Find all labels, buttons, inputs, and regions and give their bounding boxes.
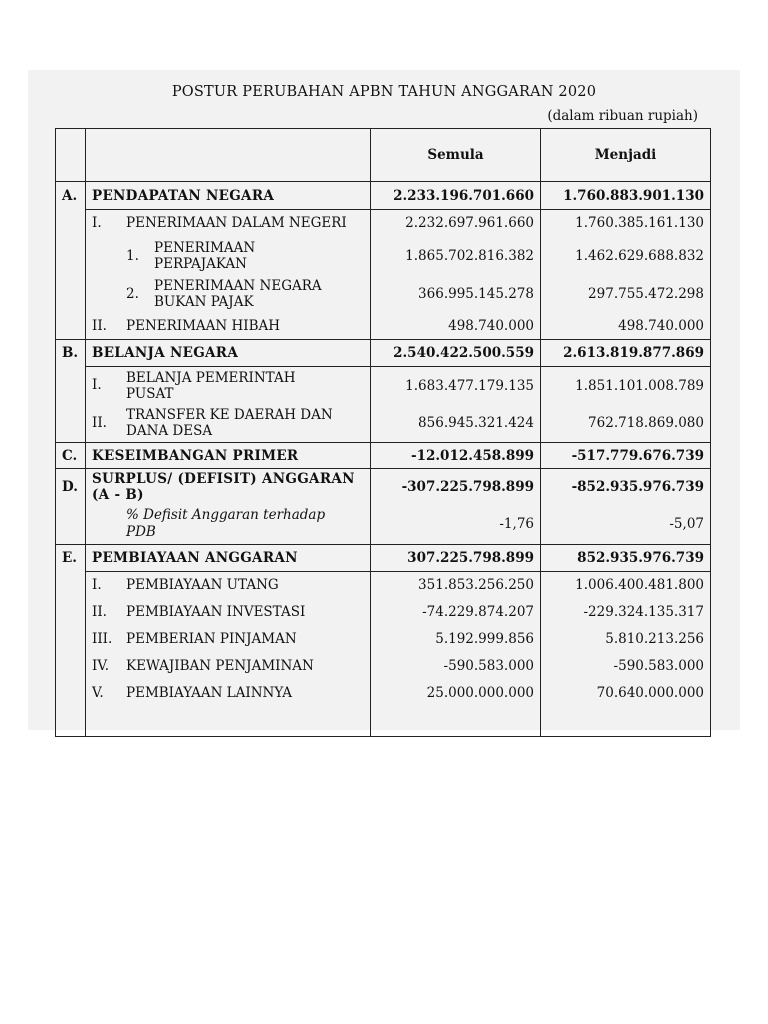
roman-numeral: IV. bbox=[92, 658, 110, 674]
label-text: PENERIMAAN HIBAH bbox=[126, 317, 281, 334]
row-label bbox=[86, 505, 371, 545]
row-letter-empty bbox=[56, 572, 86, 599]
apbn-table bbox=[55, 128, 711, 737]
menjadi-value: 297.755.472.298 bbox=[541, 275, 711, 313]
menjadi-value: 1.760.385.161.130 bbox=[541, 210, 711, 237]
menjadi-value: 1.006.400.481.800 bbox=[541, 572, 711, 599]
semula-value: 25.000.000.000 bbox=[371, 680, 541, 707]
row-label bbox=[86, 599, 371, 626]
label-line-1: % Defisit Anggaran terhadap bbox=[126, 507, 326, 524]
label-line-2: PERPAJAKAN bbox=[154, 255, 247, 272]
row-label bbox=[86, 275, 371, 313]
row-label bbox=[86, 237, 371, 275]
table-row bbox=[56, 367, 711, 405]
semula-value: -590.583.000 bbox=[371, 653, 541, 680]
menjadi-value: 852.935.976.739 bbox=[541, 545, 711, 572]
document-title: POSTUR PERUBAHAN APBN TAHUN ANGGARAN 2020 bbox=[171, 84, 597, 100]
row-label: KESEIMBANGAN PRIMER bbox=[86, 443, 371, 469]
semula-value: 856.945.321.424 bbox=[371, 405, 541, 443]
table-row bbox=[56, 505, 711, 545]
semula-value: 2.540.422.500.559 bbox=[371, 340, 541, 367]
label-line-2: BUKAN PAJAK bbox=[154, 293, 254, 310]
menjadi-value: 498.740.000 bbox=[541, 313, 711, 340]
row-label bbox=[86, 680, 371, 707]
row-letter: B. bbox=[56, 340, 86, 367]
header-semula: Semula bbox=[371, 129, 541, 182]
menjadi-value: -590.583.000 bbox=[541, 653, 711, 680]
semula-value: -1,76 bbox=[371, 505, 541, 545]
semula-value: -74.229.874.207 bbox=[371, 599, 541, 626]
table-row bbox=[56, 313, 711, 340]
semula-value: 2.233.196.701.660 bbox=[371, 182, 541, 210]
row-letter: D. bbox=[56, 469, 86, 505]
menjadi-value: 5.810.213.256 bbox=[541, 626, 711, 653]
menjadi-value: 70.640.000.000 bbox=[541, 680, 711, 707]
row-letter-empty bbox=[56, 626, 86, 653]
label-text: PEMBIAYAAN UTANG bbox=[126, 577, 279, 594]
header-desc bbox=[86, 129, 371, 182]
table-row bbox=[56, 237, 711, 275]
semula-value: 366.995.145.278 bbox=[371, 275, 541, 313]
label-line-1: SURPLUS/ (DEFISIT) ANGGARAN bbox=[92, 470, 355, 487]
row-letter-empty bbox=[56, 237, 86, 275]
semula-value: 2.232.697.961.660 bbox=[371, 210, 541, 237]
roman-numeral: I. bbox=[92, 577, 102, 594]
label-line-1: PENERIMAAN bbox=[154, 239, 256, 256]
row-letter-empty bbox=[56, 599, 86, 626]
roman-numeral: II. bbox=[92, 604, 107, 620]
table-row-spacer bbox=[56, 707, 711, 737]
label-line-2: PUSAT bbox=[126, 385, 174, 402]
menjadi-value: -517.779.676.739 bbox=[541, 443, 711, 469]
menjadi-value: 2.613.819.877.869 bbox=[541, 340, 711, 367]
unit-note: (dalam ribuan rupiah) bbox=[547, 108, 698, 124]
semula-value: 498.740.000 bbox=[371, 313, 541, 340]
table-row bbox=[56, 626, 711, 653]
table-row bbox=[56, 653, 711, 680]
row-letter: A. bbox=[56, 182, 86, 210]
label-line-1: BELANJA PEMERINTAH bbox=[126, 369, 296, 386]
roman-numeral: II. bbox=[92, 414, 107, 431]
row-label bbox=[86, 210, 371, 237]
header-letter bbox=[56, 129, 86, 182]
row-label bbox=[86, 313, 371, 340]
row-letter-empty bbox=[56, 680, 86, 707]
row-label: PEMBIAYAAN ANGGARAN bbox=[86, 545, 371, 572]
roman-numeral: II. bbox=[92, 317, 107, 334]
menjadi-value: 1.760.883.901.130 bbox=[541, 182, 711, 210]
menjadi-value: 762.718.869.080 bbox=[541, 405, 711, 443]
row-label: PENDAPATAN NEGARA bbox=[86, 182, 371, 210]
semula-value: -307.225.798.899 bbox=[371, 469, 541, 505]
label-text: PEMBERIAN PINJAMAN bbox=[126, 631, 297, 647]
row-letter: C. bbox=[56, 443, 86, 469]
menjadi-value: -5,07 bbox=[541, 505, 711, 545]
semula-value: 351.853.256.250 bbox=[371, 572, 541, 599]
roman-numeral: III. bbox=[92, 631, 113, 647]
table-row bbox=[56, 572, 711, 599]
label-line-1: TRANSFER KE DAERAH DAN bbox=[126, 407, 333, 424]
row-letter-empty bbox=[56, 653, 86, 680]
semula-value: 1.683.477.179.135 bbox=[371, 367, 541, 405]
row-label bbox=[86, 572, 371, 599]
header-menjadi: Menjadi bbox=[541, 129, 711, 182]
table-row bbox=[56, 340, 711, 367]
row-label bbox=[86, 653, 371, 680]
item-number: 1. bbox=[126, 247, 139, 264]
row-letter-empty bbox=[56, 505, 86, 545]
menjadi-value: -852.935.976.739 bbox=[541, 469, 711, 505]
spacer-cell bbox=[371, 707, 541, 737]
row-label bbox=[86, 367, 371, 405]
semula-value: 307.225.798.899 bbox=[371, 545, 541, 572]
row-label bbox=[86, 626, 371, 653]
row-letter-empty bbox=[56, 707, 86, 737]
label-line-2: DANA DESA bbox=[126, 423, 213, 440]
table-row bbox=[56, 545, 711, 572]
table-row bbox=[56, 469, 711, 505]
label-text: PENERIMAAN DALAM NEGERI bbox=[126, 215, 347, 232]
table-row bbox=[56, 443, 711, 469]
table-row bbox=[56, 599, 711, 626]
row-label bbox=[86, 405, 371, 443]
roman-numeral: I. bbox=[92, 377, 102, 394]
table-row bbox=[56, 680, 711, 707]
table-row bbox=[56, 210, 711, 237]
row-letter: E. bbox=[56, 545, 86, 572]
menjadi-value: -229.324.135.317 bbox=[541, 599, 711, 626]
row-label bbox=[86, 469, 371, 505]
header-row bbox=[56, 129, 711, 182]
item-number: 2. bbox=[126, 285, 139, 302]
roman-numeral: I. bbox=[92, 215, 102, 232]
row-letter-empty bbox=[56, 367, 86, 405]
menjadi-value: 1.851.101.008.789 bbox=[541, 367, 711, 405]
label-text: KEWAJIBAN PENJAMINAN bbox=[126, 658, 314, 674]
semula-value: 1.865.702.816.382 bbox=[371, 237, 541, 275]
row-letter-empty bbox=[56, 275, 86, 313]
table-row bbox=[56, 275, 711, 313]
row-label: BELANJA NEGARA bbox=[86, 340, 371, 367]
menjadi-value: 1.462.629.688.832 bbox=[541, 237, 711, 275]
table-row bbox=[56, 405, 711, 443]
label-line-1: PENERIMAAN NEGARA bbox=[154, 277, 322, 294]
label-line-2: PDB bbox=[126, 524, 156, 541]
spacer-cell bbox=[541, 707, 711, 737]
row-letter-empty bbox=[56, 313, 86, 340]
row-letter-empty bbox=[56, 210, 86, 237]
roman-numeral: V. bbox=[92, 685, 104, 701]
table-row bbox=[56, 182, 711, 210]
row-letter-empty bbox=[56, 405, 86, 443]
semula-value: 5.192.999.856 bbox=[371, 626, 541, 653]
semula-value: -12.012.458.899 bbox=[371, 443, 541, 469]
label-text: PEMBIAYAAN INVESTASI bbox=[126, 604, 306, 620]
label-text: PEMBIAYAAN LAINNYA bbox=[126, 685, 292, 701]
spacer-cell bbox=[86, 707, 371, 737]
label-line-2: (A - B) bbox=[92, 486, 144, 503]
